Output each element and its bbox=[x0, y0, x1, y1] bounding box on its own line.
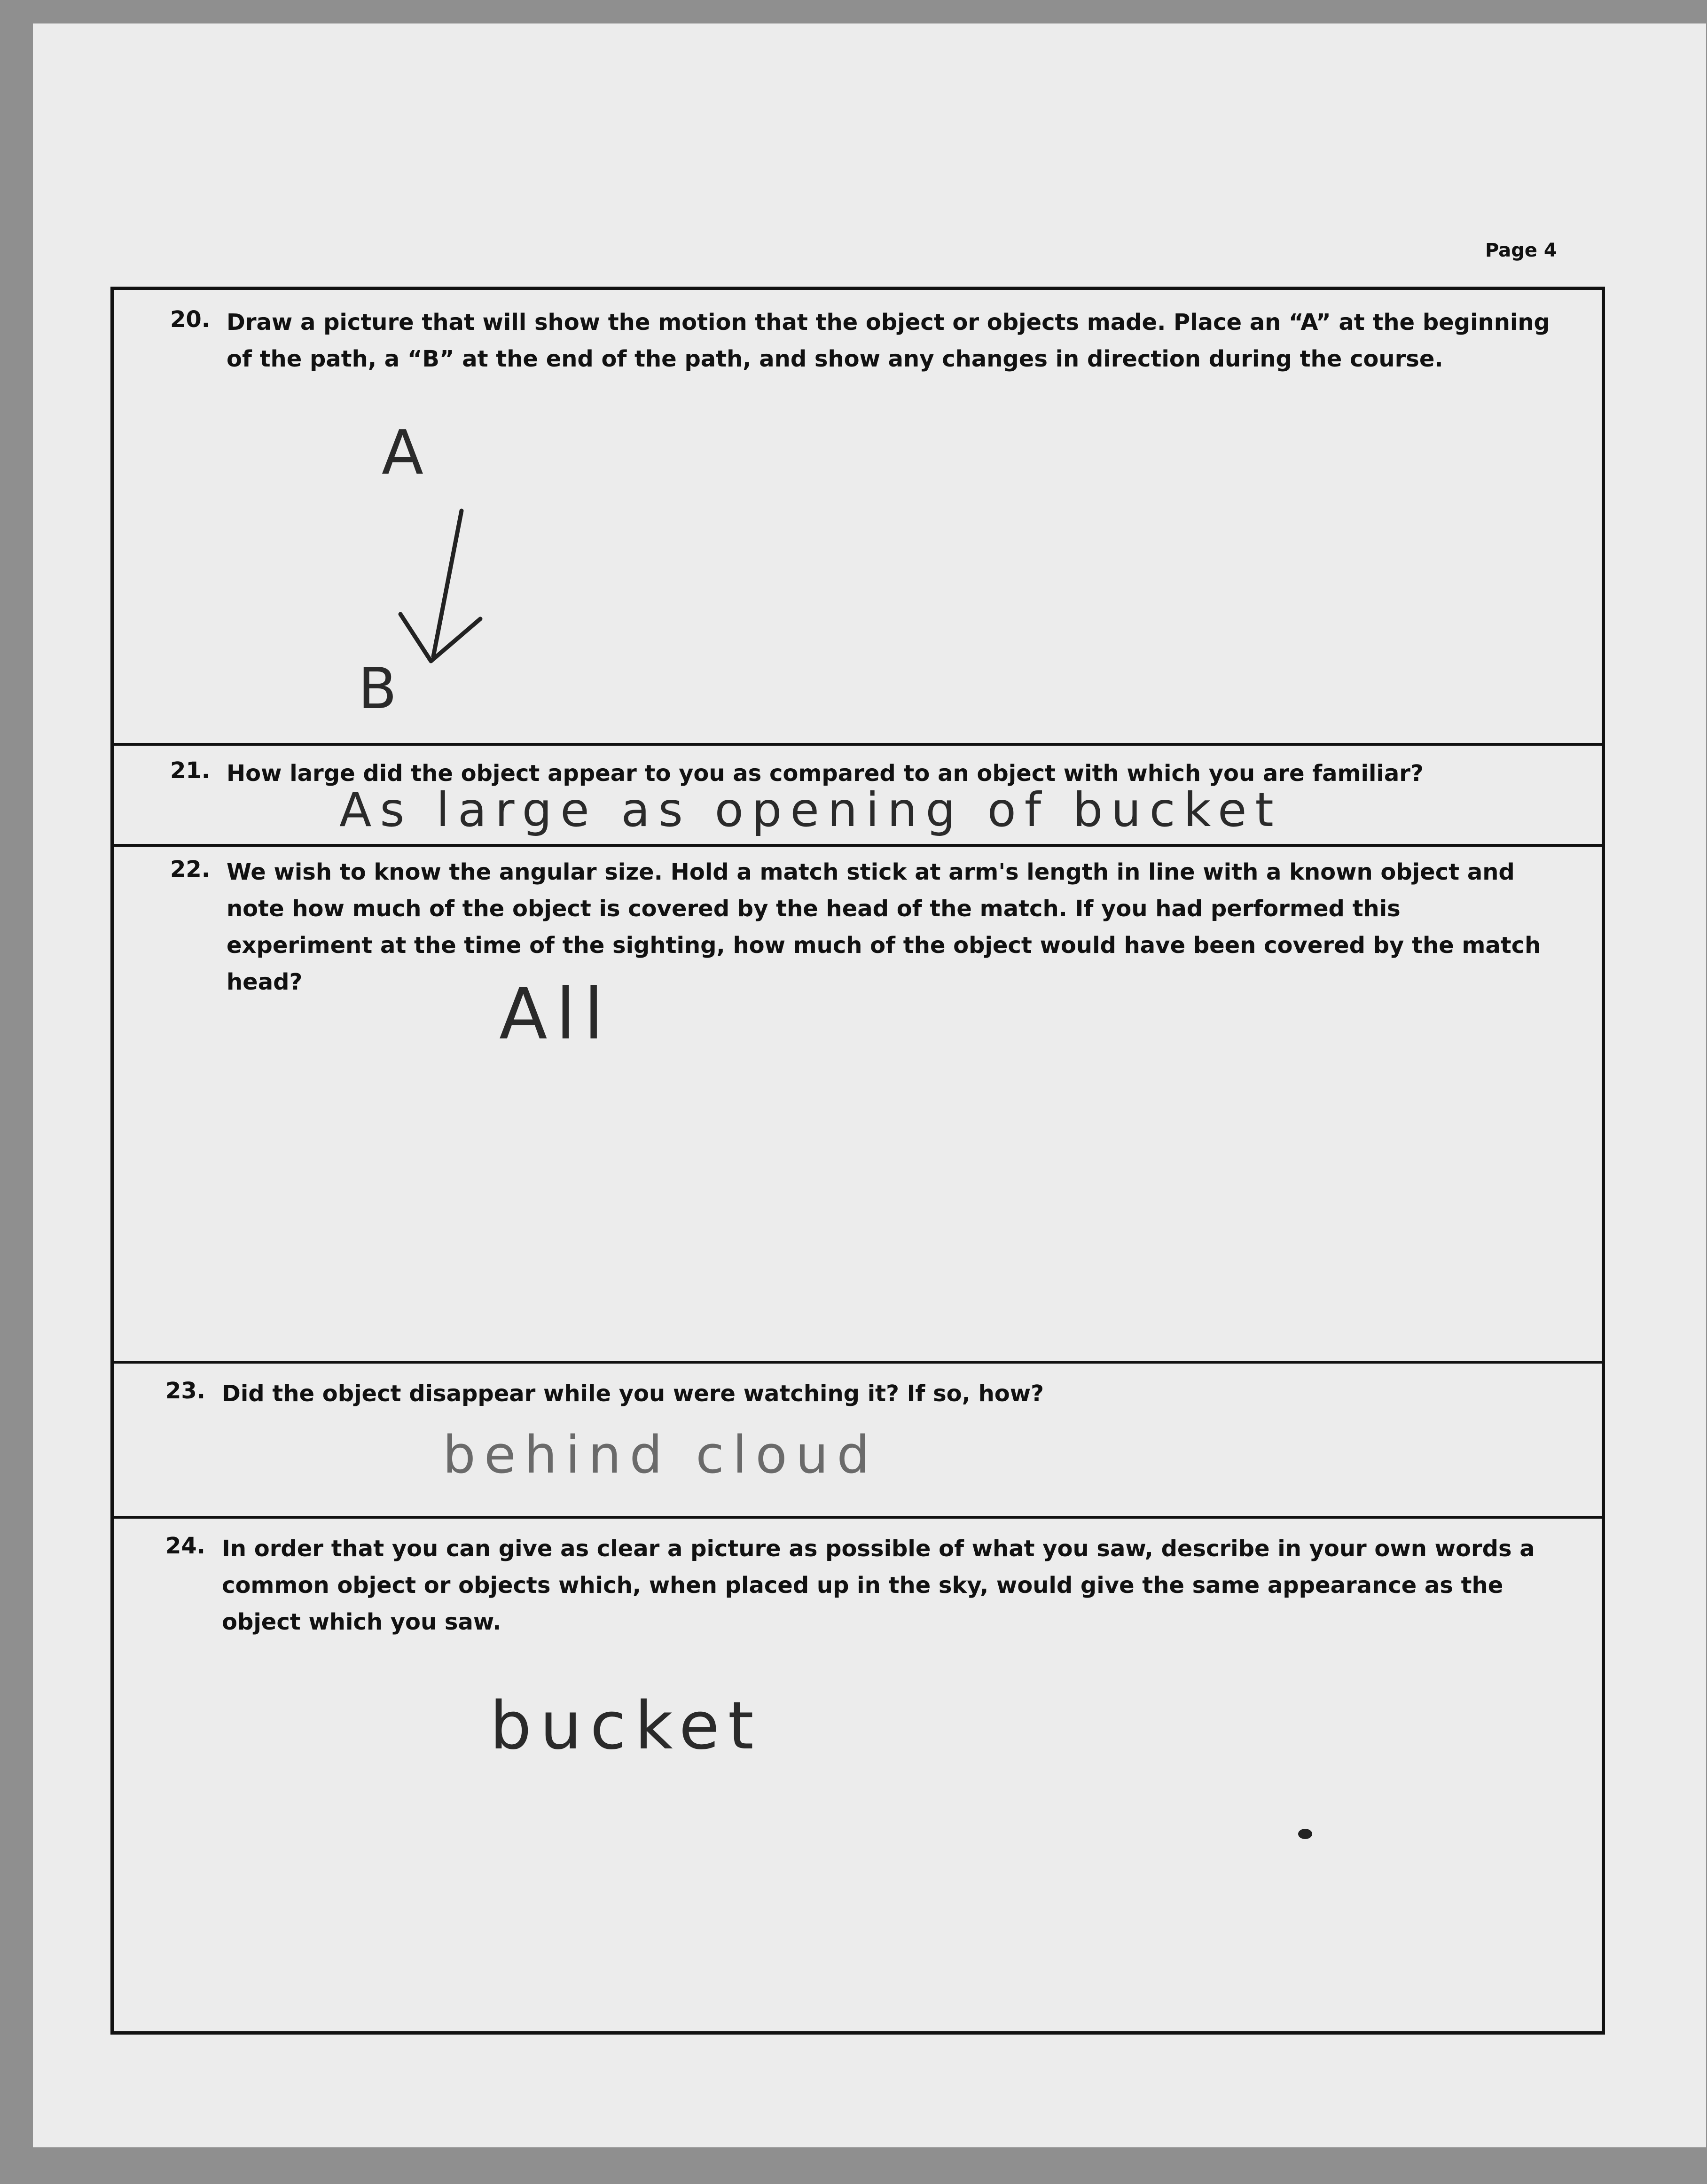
question-text: Did the object disappear while you were watching it? If so, how? bbox=[222, 1381, 1044, 1407]
answer-text: As large as opening of bucket bbox=[339, 782, 1282, 837]
question-text: How large did the object appear to you as compared to an object with which you are familiar? bbox=[227, 760, 1424, 787]
questionnaire-form bbox=[110, 287, 1605, 2035]
question-24 bbox=[114, 1519, 1602, 2033]
question-number: 20. bbox=[170, 306, 211, 333]
question-22 bbox=[114, 847, 1602, 1364]
ink-speck bbox=[1298, 1829, 1312, 1839]
answer-text: bucket bbox=[490, 1688, 762, 1764]
page-number: Page 4 bbox=[1485, 240, 1557, 261]
question-20 bbox=[114, 290, 1602, 746]
path-end-label: B bbox=[358, 656, 397, 722]
motion-path-arrow bbox=[382, 501, 504, 699]
question-number: 21. bbox=[170, 757, 211, 784]
question-text: In order that you can give as clear a picture as possible of what you saw, describe in your own words a common object or objects which, when placed up in the sky, would give the same appearance as the object which you saw. bbox=[222, 1536, 1535, 1635]
path-start-label: A bbox=[382, 417, 423, 488]
question-number: 24. bbox=[165, 1533, 206, 1559]
question-23 bbox=[114, 1364, 1602, 1519]
question-text: Draw a picture that will show the motion that the object or objects made. Place an “A” at the beginning of the path, a “B” at the end of the path, and show any changes in direction during the course. bbox=[227, 309, 1550, 372]
answer-text: All bbox=[499, 974, 612, 1055]
question-21 bbox=[114, 746, 1602, 847]
question-number: 23. bbox=[165, 1378, 206, 1404]
question-text: We wish to know the angular size. Hold a match stick at arm's length in line with a known object and note how much of the object is covered by the head of the match. If you had performed this experiment at the time of the sighting, how much of the object would have been covered by the match head? bbox=[227, 859, 1541, 995]
answer-text: behind cloud bbox=[443, 1425, 878, 1485]
question-number: 22. bbox=[170, 856, 211, 882]
